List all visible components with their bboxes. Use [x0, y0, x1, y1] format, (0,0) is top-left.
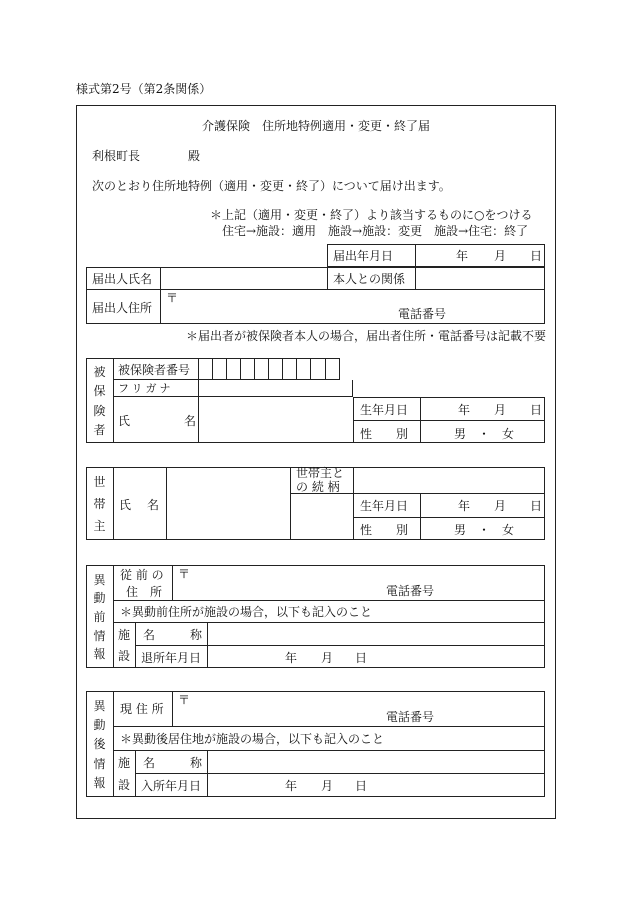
- before-postal-mark: 〒: [178, 567, 191, 581]
- insured-name-field[interactable]: [199, 398, 352, 442]
- after-date-day: 日: [355, 779, 368, 793]
- insured-number-label: 被保険者番号: [118, 363, 191, 377]
- insured-side-label: 被 保 険 者: [93, 365, 106, 437]
- form-title: 介護保険 住所地特例適用・変更・終了届: [201, 119, 430, 133]
- before-address-field[interactable]: [173, 566, 544, 599]
- filing-day-label: 日: [530, 249, 543, 263]
- before-address-line2: 住 所: [126, 585, 163, 599]
- household-birth-month: 月: [494, 499, 507, 513]
- after-date-month: 月: [321, 779, 334, 793]
- before-facility-name-label-2: 称: [190, 628, 203, 642]
- insured-birth-month: 月: [494, 403, 507, 417]
- after-date-label: 入所年月日: [141, 779, 202, 793]
- insured-birth-year: 年: [458, 403, 471, 417]
- before-facility-side: 施 設: [117, 628, 130, 663]
- after-address-field[interactable]: [173, 692, 544, 725]
- household-birth-year: 年: [458, 499, 471, 513]
- household-relation-line2: の 続 柄: [296, 480, 340, 494]
- after-date-year: 年: [285, 779, 298, 793]
- filer-address-field[interactable]: [161, 290, 544, 323]
- insured-gender-options[interactable]: 男 ・ 女: [454, 427, 515, 441]
- postal-mark: 〒: [166, 291, 179, 305]
- filing-year-label: 年: [456, 249, 469, 263]
- after-facility-name-field[interactable]: [208, 751, 544, 772]
- before-facility-name-label-1: 名: [143, 628, 156, 642]
- before-facility-name-field[interactable]: [208, 623, 544, 644]
- after-phone-label: 電話番号: [386, 710, 435, 724]
- filer-address-label: 届出人住所: [92, 301, 153, 315]
- household-relation-field[interactable]: [291, 494, 352, 539]
- insured-number-field[interactable]: [198, 358, 340, 380]
- household-name-label-2: 名: [147, 498, 160, 512]
- note-types: 住宅→施設：適用 施設→施設：変更 施設→住宅：終了: [222, 224, 529, 238]
- filing-date-field[interactable]: [416, 245, 544, 266]
- insured-furigana-field[interactable]: [199, 380, 352, 396]
- insured-name-label-1: 氏: [118, 414, 131, 428]
- before-phone-label: 電話番号: [386, 584, 435, 598]
- before-note: ＊異動前住所が施設の場合，以下も記入のこと: [120, 605, 373, 619]
- after-date-field[interactable]: [208, 774, 544, 796]
- after-note: ＊異動後居住地が施設の場合，以下も記入のこと: [120, 732, 385, 746]
- after-address-label: 現 住 所: [120, 702, 164, 716]
- filing-month-label: 月: [494, 249, 507, 263]
- after-facility-name-label-1: 名: [143, 756, 156, 770]
- honorific: 殿: [188, 149, 201, 163]
- insured-birth-field[interactable]: [421, 398, 544, 419]
- household-relation-line1: 世帯主と: [296, 466, 345, 480]
- before-date-day: 日: [355, 651, 368, 665]
- relationship-label: 本人との関係: [333, 272, 406, 286]
- relationship-field[interactable]: [416, 268, 544, 288]
- household-birth-label: 生年月日: [360, 499, 409, 513]
- addressee: 利根町長: [92, 149, 141, 163]
- filing-date-label: 届出年月日: [333, 249, 394, 263]
- before-date-year: 年: [285, 651, 298, 665]
- filer-note: ＊届出者が被保険者本人の場合，届出者住所・電話番号は記載不要: [186, 329, 547, 343]
- after-side-label: 異 動 後 情 報: [93, 699, 106, 790]
- household-name-label-1: 氏: [119, 498, 132, 512]
- note-circle: ＊上記（適用・変更・終了）より該当するものに○をつける: [210, 208, 533, 222]
- insured-birth-day: 日: [530, 403, 543, 417]
- filer-phone-label: 電話番号: [398, 307, 447, 321]
- before-side-label: 異 動 前 情 報: [93, 572, 106, 662]
- household-birth-field[interactable]: [421, 494, 544, 516]
- intro-text: 次のとおり住所地特例（適用・変更・終了）について届け出ます。: [92, 179, 451, 193]
- household-name-field[interactable]: [167, 468, 289, 539]
- household-birth-day: 日: [530, 499, 543, 513]
- insured-furigana-label: フリガナ: [118, 382, 174, 395]
- insured-name-label-2: 名: [184, 414, 197, 428]
- insured-birth-label: 生年月日: [360, 403, 409, 417]
- after-facility-side: 施 設: [117, 756, 130, 792]
- before-date-label: 退所年月日: [141, 651, 202, 665]
- insured-gender-label: 性 別: [360, 427, 409, 441]
- after-postal-mark: 〒: [178, 693, 191, 707]
- before-date-month: 月: [321, 651, 334, 665]
- form-number: 様式第2号（第2条関係）: [76, 82, 212, 96]
- filer-name-field[interactable]: [161, 268, 326, 288]
- after-facility-name-label-2: 称: [190, 756, 203, 770]
- household-gender-options[interactable]: 男 ・ 女: [454, 523, 515, 537]
- household-side-label: 世 帯 主: [93, 474, 106, 534]
- before-date-field[interactable]: [208, 646, 544, 667]
- before-address-line1: 従 前 の: [120, 568, 164, 582]
- filer-name-label: 届出人氏名: [92, 272, 153, 286]
- household-gender-label: 性 別: [360, 523, 409, 537]
